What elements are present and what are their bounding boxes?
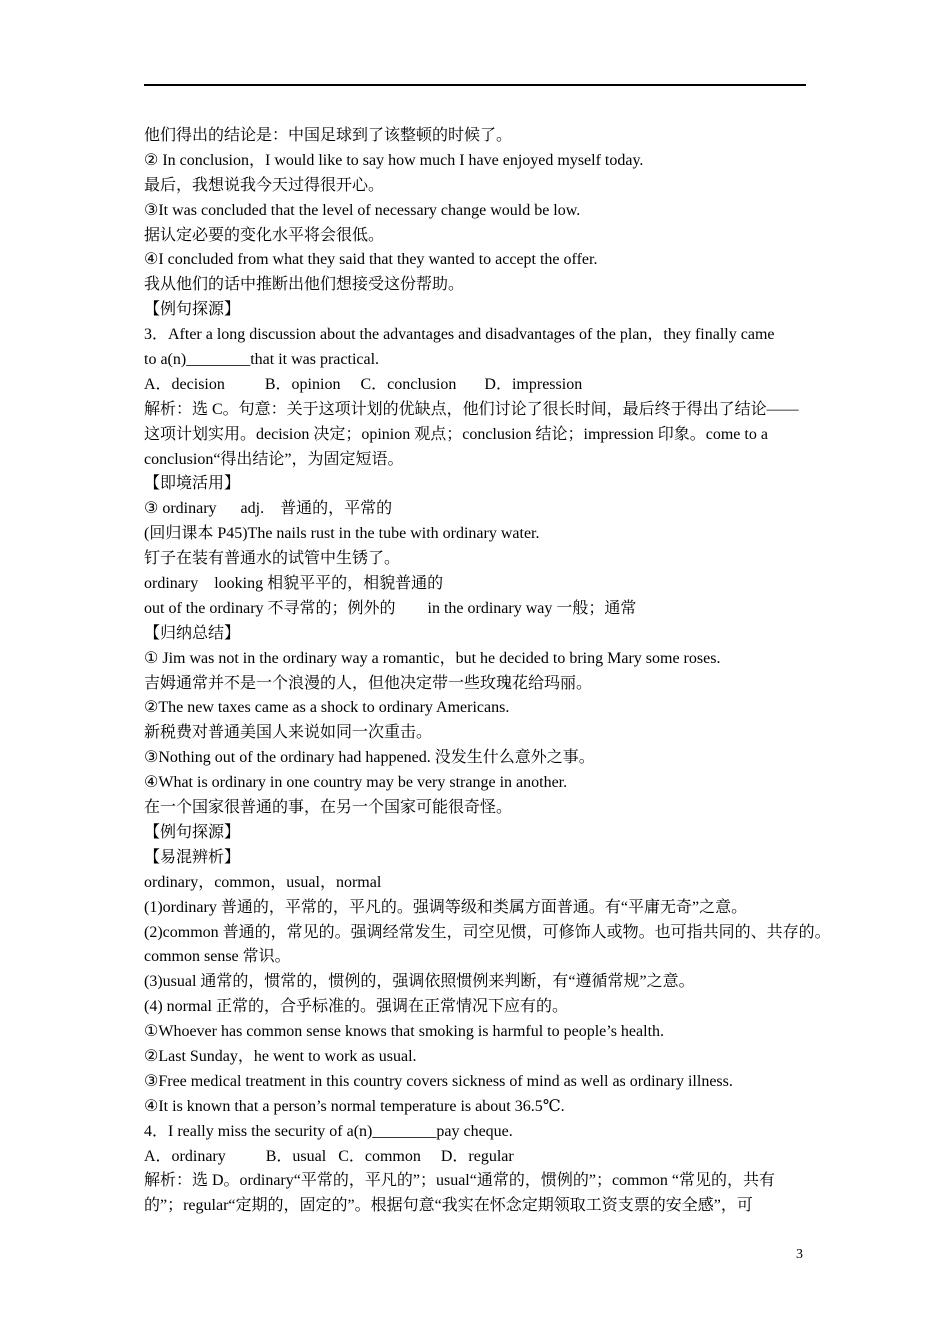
text-line: 新税费对普通美国人来说如同一次重击。 — [144, 724, 433, 742]
text-line: 最后，我想说我今天过得很开心。 — [144, 176, 385, 194]
text-line: ③Free medical treatment in this country covers sickness of mind as well as ordinary illness. — [144, 1072, 733, 1090]
text-line: common sense 常识。 — [144, 948, 291, 966]
text-line: to a(n)________that it was practical. — [144, 351, 380, 369]
text-line: ④It is known that a person’s normal temperature is about 36.5℃. — [144, 1097, 565, 1115]
text-line: 4．I really miss the security of a(n)________pay cheque. — [144, 1122, 513, 1140]
text-line: ③Nothing out of the ordinary had happened. 没发生什么意外之事。 — [144, 749, 595, 767]
text-line: 吉姆通常并不是一个浪漫的人，但他决定带一些玫瑰花给玛丽。 — [144, 674, 593, 692]
text-line: 钉子在装有普通水的试管中生锈了。 — [144, 550, 401, 568]
document-body — [144, 124, 831, 1219]
text-line: ordinary，common，usual，normal — [144, 873, 382, 891]
text-line: ④What is ordinary in one country may be very strange in another. — [144, 774, 568, 792]
text-line: ①Whoever has common sense knows that smoking is harmful to people’s health. — [144, 1023, 665, 1041]
text-line: 这项计划实用。decision 决定；opinion 观点；conclusion 结论；impression 印象。come to a — [144, 425, 768, 443]
text-line: 【归纳总结】 — [144, 624, 241, 642]
text-line: 【即境活用】 — [144, 475, 241, 493]
text-line: 的”；regular“定期的，固定的”。根据句意“我实在怀念定期领取工资支票的安全感”，可 — [144, 1197, 753, 1215]
text-line: (2)common 普通的，常见的。强调经常发生，司空见惯，可修饰人或物。也可指共同的、共存的。 — [144, 923, 831, 941]
text-line: (4) normal 正常的，合乎标准的。强调在正常情况下应有的。 — [144, 998, 568, 1016]
text-line: (1)ordinary 普通的，平常的，平凡的。强调等级和类属方面普通。有“平庸无奇”之意。 — [144, 898, 748, 916]
text-line: ④I concluded from what they said that they wanted to accept the offer. — [144, 251, 598, 269]
text-line: A．ordinary B．usual C．common D．regular — [144, 1147, 514, 1165]
text-line: ③It was concluded that the level of necessary change would be low. — [144, 201, 581, 219]
page-number: 3 — [796, 1247, 803, 1262]
header-rule — [144, 84, 806, 86]
text-line: 在一个国家很普通的事，在另一个国家可能很奇怪。 — [144, 799, 513, 817]
text-line: conclusion“得出结论”，为固定短语。 — [144, 450, 404, 468]
text-line: ② In conclusion，I would like to say how much I have enjoyed myself today. — [144, 151, 644, 169]
text-line: ②Last Sunday，he went to work as usual. — [144, 1047, 417, 1065]
text-line: 解析：选 C。句意：关于这项计划的优缺点，他们讨论了很长时间，最后终于得出了结论—— — [144, 400, 799, 418]
text-line: A．decision B．opinion C．conclusion D．impression — [144, 375, 583, 393]
text-line: 【例句探源】 — [144, 823, 241, 841]
text-line: 他们得出的结论是：中国足球到了该整顿的时候了。 — [144, 127, 513, 144]
text-line: ① Jim was not in the ordinary way a romantic，but he decided to bring Mary some roses. — [144, 649, 721, 667]
text-line: (3)usual 通常的，惯常的，惯例的，强调依照惯例来判断，有“遵循常规”之意。 — [144, 973, 695, 991]
text-line: 【易混辨析】 — [144, 848, 241, 866]
text-line: 解析：选 D。ordinary“平常的，平凡的”；usual“通常的，惯例的”；common “常见的，共有 — [144, 1172, 776, 1190]
text-line: ③ ordinary adj. 普通的，平常的 — [144, 500, 393, 518]
text-line: ②The new taxes came as a shock to ordinary Americans. — [144, 699, 510, 717]
text-line: 3．After a long discussion about the advantages and disadvantages of the plan，they finally came — [144, 326, 775, 344]
text-line: 我从他们的话中推断出他们想接受这份帮助。 — [144, 276, 465, 294]
text-line: 据认定必要的变化水平将会很低。 — [144, 226, 385, 244]
text-line: ordinary looking 相貌平平的，相貌普通的 — [144, 575, 444, 593]
text-line: (回归课本 P45)The nails rust in the tube with ordinary water. — [144, 525, 540, 543]
text-line: out of the ordinary 不寻常的；例外的 in the ordinary way 一般；通常 — [144, 599, 637, 617]
text-line: 【例句探源】 — [144, 301, 241, 319]
